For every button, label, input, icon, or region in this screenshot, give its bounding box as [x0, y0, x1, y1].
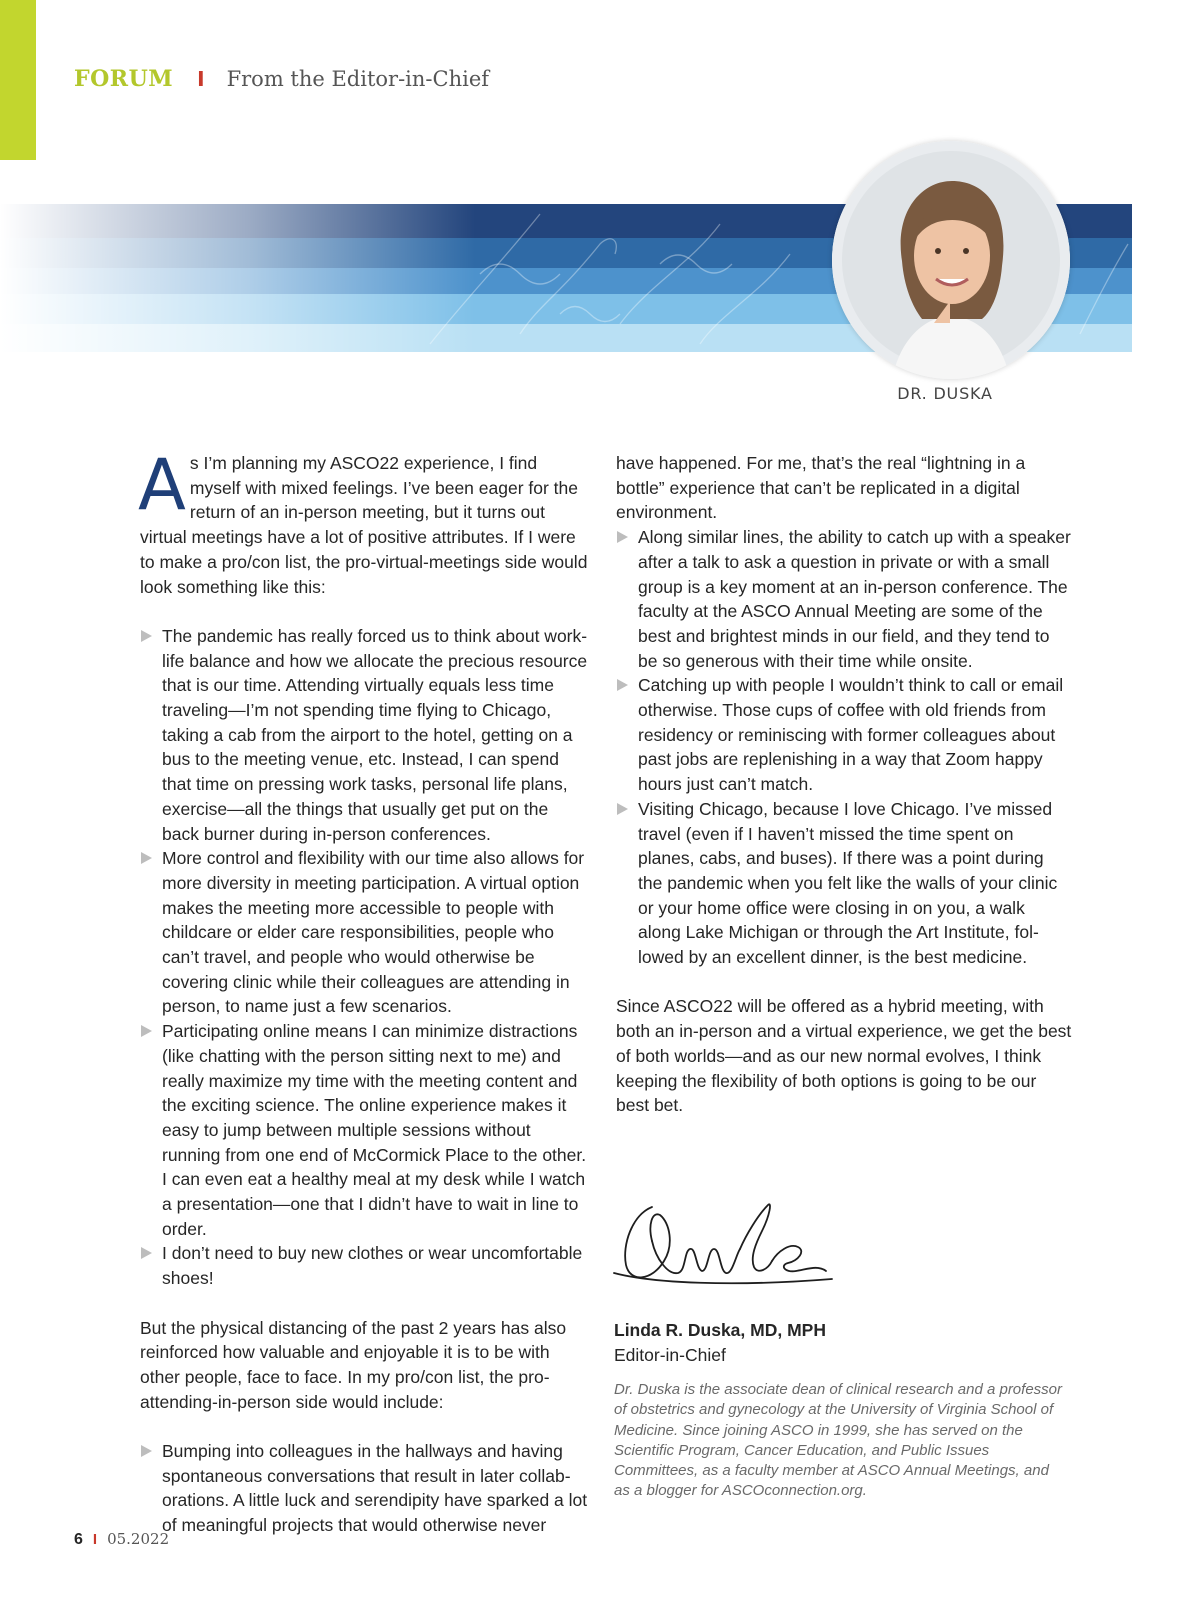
list-item: I don’t need to buy new clothes or wear uncomfortable shoes! — [140, 1241, 590, 1290]
conclusion-paragraph: Since ASCO22 will be offered as a hybrid meeting, with both an in-person and a virtual experience, we get the best of both worlds—and as our new normal evolves, I think keeping the flexibility of both options is going to be our best bet. — [616, 996, 1072, 1116]
section-subtitle: From the Editor-in-Chief — [226, 67, 490, 91]
list-item: Participating online means I can minimize distractions (like chatting with the person sitting next to me) and really maximize my time with the meeting content and the exciting science. The online experience makes it easy to jump between multiple sessions without running from one end of McCormick Place to the other. I can even eat a healthy meal at my desk while I watch a presentation—one that I didn’t have to wait in line to order. — [140, 1019, 590, 1241]
author-title: Editor-in-Chief — [614, 1345, 726, 1365]
portrait-illustration — [832, 141, 1070, 379]
list-item: Bumping into colleagues in the hallways and having spontaneous conversations that result in later collaborations. A little luck and serendipity have sparked a lot of meaningful projects that would otherwise never — [140, 1439, 590, 1538]
author-portrait — [832, 141, 1070, 379]
handwritten-signature — [612, 1195, 842, 1310]
virtual-pros-list — [140, 624, 590, 1291]
intro-text: s I’m planning my ASCO22 experience, I find myself with mixed feelings. I’ve been eager for the return of an in-person meeting, but it turns out virtual meetings have a lot of positive attributes. If I were to make a pro/con list, the pro-virtual-meetings side would look something like this: — [140, 453, 588, 597]
list-item: Catching up with people I wouldn’t think to call or email otherwise. Those cups of coffee with old friends from residency or reminiscing with former colleagues about past jobs are replenishing in a way that Zoom happy hours just can’t match. — [616, 673, 1072, 797]
in-person-pros-list-start — [140, 1439, 590, 1538]
page-footer — [74, 1530, 169, 1549]
header-separator: I — [197, 67, 205, 91]
article-column-right — [616, 451, 1072, 1118]
list-item: The pandemic has really forced us to think about work-life balance and how we allocate the precious resource that is our time. Attending virtually equals less time traveling—I’m not spending time flying to Chicago, taking a cab from the airport to the hotel, getting on a bus to the meeting venue, etc. Instead, I can spend that time on pressing work tasks, personal life plans, exercise—all the things that usually get put on the back burner during in-person conferences. — [140, 624, 590, 846]
list-item-continuation: have happened. For me, that’s the real “lightning in a bottle” experience that can’t be replicated in a digital environment. — [616, 453, 1026, 523]
drop-cap: A — [138, 444, 186, 526]
page-number: 6 — [74, 1531, 83, 1548]
section-color-tab — [0, 0, 36, 160]
author-name: Linda R. Duska, MD, MPH — [614, 1320, 826, 1340]
page-header — [74, 66, 489, 92]
portrait-caption: DR. DUSKA — [897, 384, 993, 403]
transition-paragraph: But the physical distancing of the past 2 years has also reinforced how valuable and enjoyable it is to be with other people, face to face. In my pro/con list, the pro-attending-in-person side would include: — [140, 1317, 567, 1412]
signature-graphic — [612, 1195, 842, 1305]
section-label: FORUM — [74, 66, 174, 92]
in-person-pros-list — [616, 525, 1072, 970]
article-column-left — [138, 444, 590, 1538]
list-item: Along similar lines, the ability to catch up with a speaker after a talk to ask a question in private or with a small group is a key moment at an in-person conference. The faculty at the ASCO Annual Meeting are some of the best and brightest minds in our field, and they tend to be so generous with their time while onsite. — [616, 525, 1072, 673]
footer-separator: I — [92, 1531, 98, 1548]
issue-date: 05.2022 — [107, 1530, 170, 1548]
intro-paragraph — [138, 444, 590, 599]
author-bio: Dr. Duska is the associate dean of clinical research and a professor of obstetrics and gynecology at the University of Virginia School of Medicine. Since joining ASCO in 1999, she has served on the Scientific Program, Cancer Education, and Public Issues Committees, as a faculty member at ASCO Annual Meetings, and as a blogger for ASCOconnection.org. — [614, 1381, 1063, 1500]
list-item: Visiting Chicago, because I love Chicago. I’ve missed travel (even if I haven’t missed the time spent on planes, cabs, and buses). If there was a point during the pandemic when you felt like the walls of your clinic or your home office were closing in on you, a walk along Lake Michigan or through the Art Institute, followed by an excellent dinner, is the best medicine. — [616, 797, 1072, 970]
list-item: More control and flexibility with our time also allows for more diversity in meeting participation. A virtual option makes the meeting more accessible to people with childcare or elder care responsibilities, people who can’t travel, and people who would otherwise be covering clinic while their colleagues are attending in person, to name just a few scenarios. — [140, 846, 590, 1019]
